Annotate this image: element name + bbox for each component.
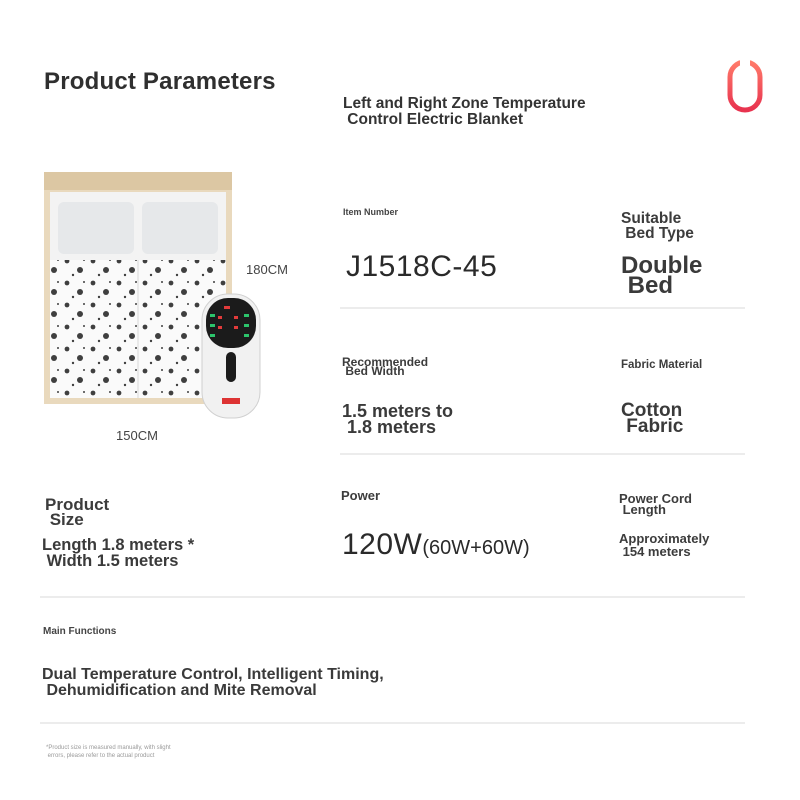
bed-width-label-param: Recommended Bed Width <box>342 355 429 378</box>
divider-row3 <box>40 596 745 598</box>
brand-logo-icon <box>726 58 764 114</box>
bed-type-value: Double Bed <box>621 252 703 299</box>
bed-width-value: 1.5 meters to 1.8 meters <box>342 401 454 437</box>
divider-row1 <box>340 307 745 309</box>
bed-width-label: 150CM <box>116 428 158 443</box>
power-main: 120W <box>342 528 423 561</box>
item-number-value: J1518C-45 <box>346 250 498 283</box>
fabric-value: Cotton Fabric <box>621 400 684 437</box>
bed-illustration <box>36 168 266 453</box>
power-sub: (60W+60W) <box>422 537 530 559</box>
measurement-note: *Product size is measured manually, with slight errors, please refer to the actual product <box>46 745 171 759</box>
main-functions-label: Main Functions <box>43 626 117 637</box>
product-size-value: Length 1.8 meters * Width 1.5 meters <box>42 536 195 570</box>
main-functions-value: Dual Temperature Control, Intelligent Timing, Dehumidification and Mite Removal <box>42 666 384 699</box>
fabric-label: Fabric Material <box>621 359 703 371</box>
item-number-label: Item Number <box>343 207 399 217</box>
cord-length-value: Approximately 154 meters <box>619 531 710 559</box>
page-title: Product Parameters <box>44 68 276 95</box>
product-size-label: Product Size <box>45 495 110 529</box>
bed-length-label: 180CM <box>246 262 288 277</box>
product-subtitle: Left and Right Zone Temperature Control Electric Blanket <box>343 95 586 128</box>
divider-row4 <box>40 722 745 724</box>
bed-type-label: Suitable Bed Type <box>621 210 694 242</box>
divider-row2 <box>340 453 745 455</box>
power-label: Power <box>341 488 381 503</box>
power-value <box>342 528 530 562</box>
cord-length-label: Power Cord Length <box>619 491 692 517</box>
